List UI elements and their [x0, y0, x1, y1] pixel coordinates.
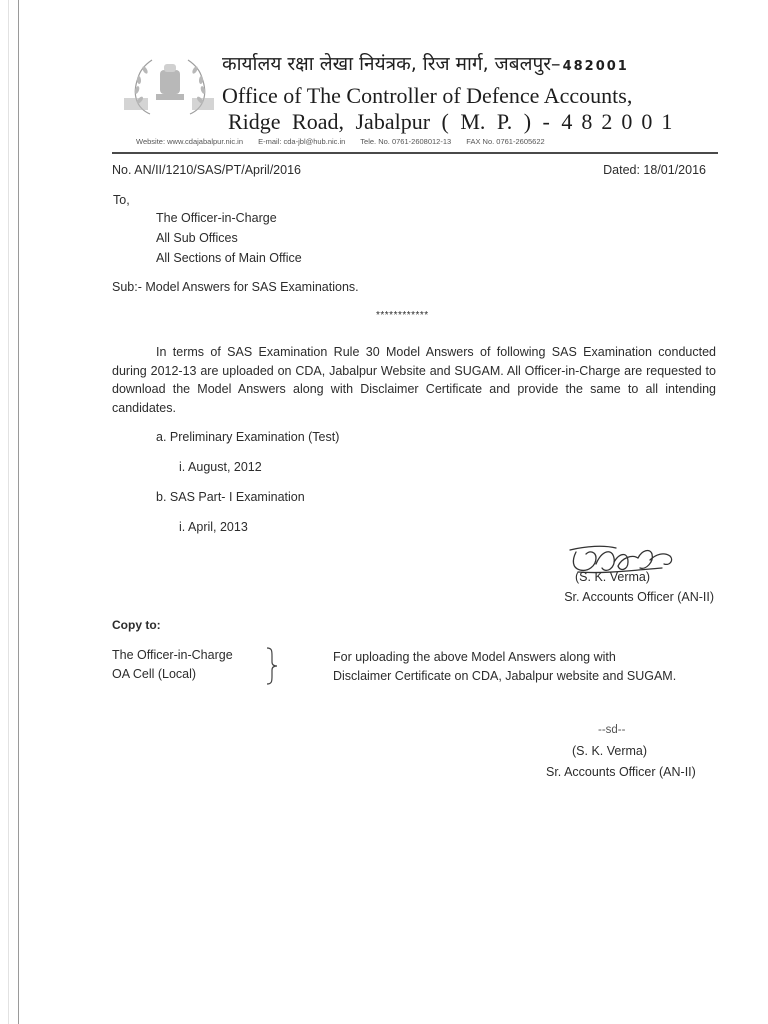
scan-edge-line: [18, 0, 19, 1024]
recipient-line: All Sections of Main Office: [156, 251, 302, 265]
letterhead-divider: [112, 152, 718, 154]
signatory-designation-copy: Sr. Accounts Officer (AN-II): [546, 765, 696, 779]
copy-recipient: OA Cell (Local): [112, 667, 197, 681]
signatory-designation: Sr. Accounts Officer (AN-II): [564, 590, 714, 604]
recipient-line: All Sub Offices: [156, 231, 238, 245]
letterhead-state: ( M. P. ) -: [441, 109, 550, 134]
copy-purpose-line: For uploading the above Model Answers along with: [333, 650, 616, 664]
letterhead-pin: 482001: [561, 109, 682, 134]
letterhead-hindi-pin: 482001: [562, 59, 629, 74]
reference-number: No. AN/II/1210/SAS/PT/April/2016: [112, 163, 301, 177]
letterhead-road: Ridge Road, Jabalpur: [228, 109, 431, 134]
email-link[interactable]: E-mail: cda-jbl@hub.nic.in: [258, 137, 346, 146]
letter-date: Dated: 18/01/2016: [603, 163, 706, 177]
website-link[interactable]: Website: www.cdajabalpur.nic.in: [136, 137, 243, 146]
subject-line: Sub:- Model Answers for SAS Examinations.: [112, 280, 359, 294]
exam-item-b: b. SAS Part- I Examination: [156, 490, 305, 504]
signatory-name: (S. K. Verma): [575, 570, 651, 584]
body-paragraph: In terms of SAS Examination Rule 30 Model Answers of following SAS Examination conducted during 2012-13 are uploaded on CDA, Jabalpur Website and SUGAM. All Officer-in-Charge are requested to download the Model Answers along with Disclaimer Certificate and provide the same to all intending candidates.: [112, 345, 716, 415]
letterhead-hindi: [222, 50, 629, 76]
telephone-number: Tele. No. 0761-2608012-13: [360, 137, 452, 146]
signed-sd: --sd--: [598, 724, 626, 736]
letterhead-address: [228, 109, 681, 135]
letterhead-hindi-title: कार्यालय रक्षा लेखा नियंत्रक, रिज मार्ग, जबलपुर–: [222, 53, 561, 75]
exam-item-b-date: i. April, 2013: [179, 520, 248, 534]
separator-stars: ************: [376, 310, 429, 321]
exam-item-a: a. Preliminary Examination (Test): [156, 430, 340, 444]
curly-brace-icon: [264, 646, 280, 686]
recipient-line: The Officer-in-Charge: [156, 211, 277, 225]
letterhead-office-name: Office of The Controller of Defence Accounts,: [222, 83, 633, 108]
fax-number: FAX No. 0761-2605622: [466, 137, 545, 146]
emblem-icon: [118, 56, 222, 122]
exam-item-a-date: i. August, 2012: [179, 460, 262, 474]
copy-to-label: Copy to:: [112, 618, 161, 632]
copy-recipient: The Officer-in-Charge: [112, 648, 233, 662]
signatory-name-copy: (S. K. Verma): [572, 744, 648, 758]
letterhead-contacts: [136, 137, 558, 146]
scan-edge-faint: [8, 0, 9, 1024]
to-label: To,: [113, 193, 130, 207]
copy-purpose-line: Disclaimer Certificate on CDA, Jabalpur website and SUGAM.: [333, 669, 677, 683]
